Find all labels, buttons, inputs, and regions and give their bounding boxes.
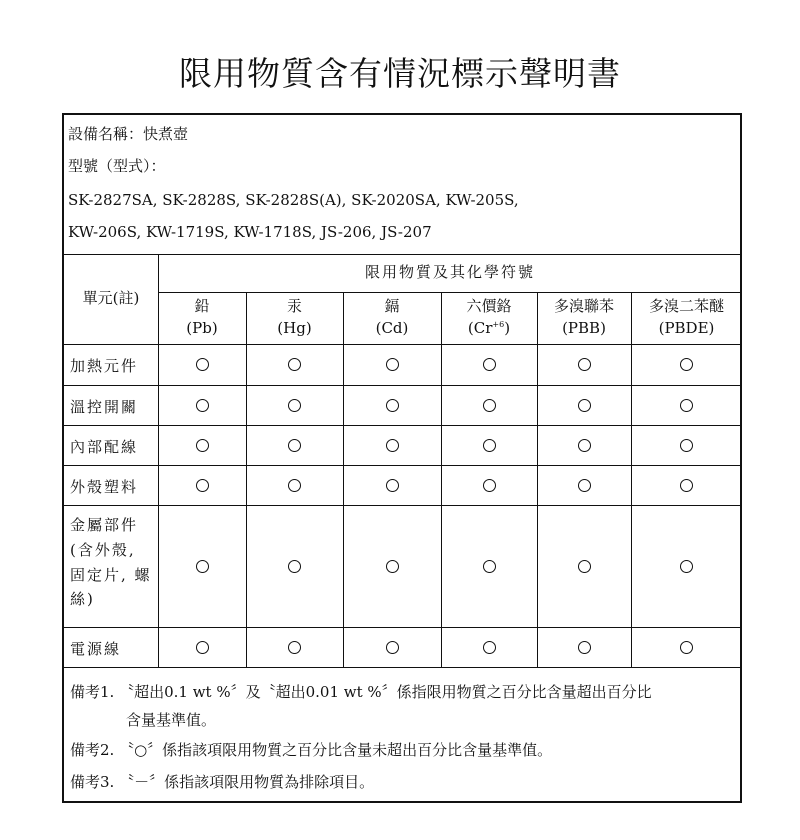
not-exceeding-circle-icon — [578, 399, 591, 412]
not-exceeding-circle-icon — [196, 399, 209, 412]
not-exceeding-circle-icon — [483, 560, 496, 573]
substance-name: 多溴聯苯 — [553, 297, 614, 316]
substance-header — [246, 292, 343, 344]
substance-header — [441, 292, 537, 344]
compliance-cell — [158, 385, 246, 425]
compliance-cell — [246, 627, 343, 667]
substance-symbol — [468, 318, 510, 340]
substance-symbol-text: (Hg) — [277, 319, 312, 337]
not-exceeding-circle-icon — [386, 560, 399, 573]
substance-name: 多溴二苯醚 — [648, 297, 724, 316]
not-exceeding-circle-icon — [288, 560, 301, 573]
equipment-name: 設備名稱：快煮壺 — [68, 125, 189, 143]
compliance-cell — [158, 344, 246, 385]
not-exceeding-circle-icon — [386, 439, 399, 452]
row-unit-label-line: (含外殼, — [70, 540, 136, 559]
unit-header: 單元(註) — [82, 289, 140, 308]
row-unit-label-line: 金屬部件 — [70, 516, 139, 534]
substance-name: 鉛 — [194, 297, 210, 316]
substance-symbol — [562, 318, 606, 340]
compliance-cell — [343, 505, 441, 627]
not-exceeding-circle-icon — [288, 399, 301, 412]
substance-header — [537, 292, 631, 344]
model-list-line-1: SK-2827SA, SK-2828S, SK-2828S(A), SK-2020SA, KW-205S, — [68, 191, 519, 209]
not-exceeding-circle-icon — [483, 439, 496, 452]
substance-symbol-text: (Cr — [467, 319, 493, 337]
note-3: 備考3. 〝－〞係指該項限用物質為排除項目。 — [70, 773, 375, 791]
substance-header — [631, 292, 742, 344]
substance-symbol-text: (PBB) — [562, 319, 606, 337]
compliance-cell — [631, 465, 742, 505]
not-exceeding-circle-icon — [196, 439, 209, 452]
substance-symbol — [277, 318, 311, 340]
not-exceeding-circle-icon — [680, 399, 693, 412]
compliance-cell — [441, 344, 537, 385]
compliance-cell — [246, 425, 343, 465]
substance-header — [158, 292, 246, 344]
not-exceeding-circle-icon — [578, 560, 591, 573]
not-exceeding-circle-icon — [288, 439, 301, 452]
not-exceeding-circle-icon — [288, 358, 301, 371]
not-exceeding-circle-icon — [680, 641, 693, 654]
substance-symbol-text: (Cd) — [375, 319, 409, 337]
not-exceeding-circle-icon — [196, 641, 209, 654]
not-exceeding-circle-icon — [680, 479, 693, 492]
row-unit-label: 電源線 — [70, 640, 122, 658]
compliance-cell — [537, 465, 631, 505]
note-1-continued: 含量基準值。 — [126, 711, 217, 729]
compliance-cell — [537, 425, 631, 465]
substance-symbol-text: (PBDE) — [658, 319, 715, 337]
note-1: 備考1. 〝超出0.1 wt %〞及〝超出0.01 wt %〞係指限用物質之百分比含量超出百分比 — [70, 683, 652, 701]
compliance-cell — [537, 505, 631, 627]
page-title: 限用物質含有情況標示聲明書 — [179, 54, 621, 93]
not-exceeding-circle-icon — [680, 439, 693, 452]
compliance-cell — [631, 505, 742, 627]
substance-name: 汞 — [286, 297, 302, 316]
substance-symbol-end: ) — [504, 319, 511, 337]
not-exceeding-circle-icon — [386, 358, 399, 371]
compliance-cell — [441, 627, 537, 667]
compliance-cell — [441, 465, 537, 505]
compliance-cell — [158, 465, 246, 505]
compliance-cell — [343, 344, 441, 385]
not-exceeding-circle-icon — [680, 358, 693, 371]
substance-header — [343, 292, 441, 344]
compliance-cell — [343, 627, 441, 667]
compliance-cell — [631, 385, 742, 425]
compliance-cell — [246, 465, 343, 505]
compliance-cell — [158, 505, 246, 627]
compliance-cell — [441, 385, 537, 425]
not-exceeding-circle-icon — [386, 641, 399, 654]
not-exceeding-circle-icon — [386, 399, 399, 412]
compliance-cell — [537, 385, 631, 425]
not-exceeding-circle-icon — [386, 479, 399, 492]
not-exceeding-circle-icon — [680, 560, 693, 573]
compliance-cell — [343, 425, 441, 465]
not-exceeding-circle-icon — [288, 641, 301, 654]
table-bottom-line — [64, 667, 740, 668]
row-unit-label-line: 固定片, 螺 — [70, 565, 152, 584]
compliance-cell — [631, 425, 742, 465]
model-list-line-2: KW-206S, KW-1719S, KW-1718S, JS-206, JS-207 — [68, 223, 432, 241]
row-unit-label: 內部配線 — [70, 438, 139, 456]
not-exceeding-circle-icon — [483, 479, 496, 492]
row-unit-label: 溫控開關 — [70, 398, 139, 416]
compliance-cell — [631, 627, 742, 667]
compliance-cell — [441, 505, 537, 627]
not-exceeding-circle-icon — [483, 358, 496, 371]
substance-group-header: 限用物質及其化學符號 — [364, 263, 535, 282]
substance-name: 鎘 — [384, 297, 400, 316]
row-unit-label: 外殼塑料 — [70, 478, 139, 496]
not-exceeding-circle-icon — [578, 439, 591, 452]
compliance-cell — [631, 344, 742, 385]
not-exceeding-circle-icon — [483, 641, 496, 654]
compliance-cell — [537, 344, 631, 385]
substance-symbol-text: (Pb) — [186, 319, 218, 337]
compliance-cell — [343, 465, 441, 505]
compliance-cell — [441, 425, 537, 465]
row-unit-label — [70, 513, 152, 612]
compliance-cell — [343, 385, 441, 425]
substance-symbol — [186, 318, 217, 340]
not-exceeding-circle-icon — [196, 479, 209, 492]
declaration-frame — [62, 113, 742, 803]
substance-symbol — [376, 318, 409, 340]
compliance-cell — [246, 344, 343, 385]
not-exceeding-circle-icon — [578, 358, 591, 371]
oxidation-state: +6 — [492, 320, 505, 329]
compliance-cell — [158, 627, 246, 667]
not-exceeding-circle-icon — [196, 358, 209, 371]
not-exceeding-circle-icon — [578, 479, 591, 492]
substance-symbol — [659, 318, 715, 340]
not-exceeding-circle-icon — [288, 479, 301, 492]
not-exceeding-circle-icon — [578, 641, 591, 654]
not-exceeding-circle-icon — [483, 399, 496, 412]
note-2: 備考2. 〝○〞係指該項限用物質之百分比含量未超出百分比含量基準值。 — [70, 741, 553, 759]
model-label: 型號（型式）： — [68, 157, 166, 175]
compliance-cell — [537, 627, 631, 667]
compliance-cell — [246, 505, 343, 627]
not-exceeding-circle-icon — [196, 560, 209, 573]
substance-name: 六價鉻 — [466, 297, 512, 316]
compliance-cell — [246, 385, 343, 425]
row-unit-label: 加熱元件 — [70, 357, 139, 375]
row-unit-label-line: 絲) — [70, 590, 95, 609]
compliance-cell — [158, 425, 246, 465]
